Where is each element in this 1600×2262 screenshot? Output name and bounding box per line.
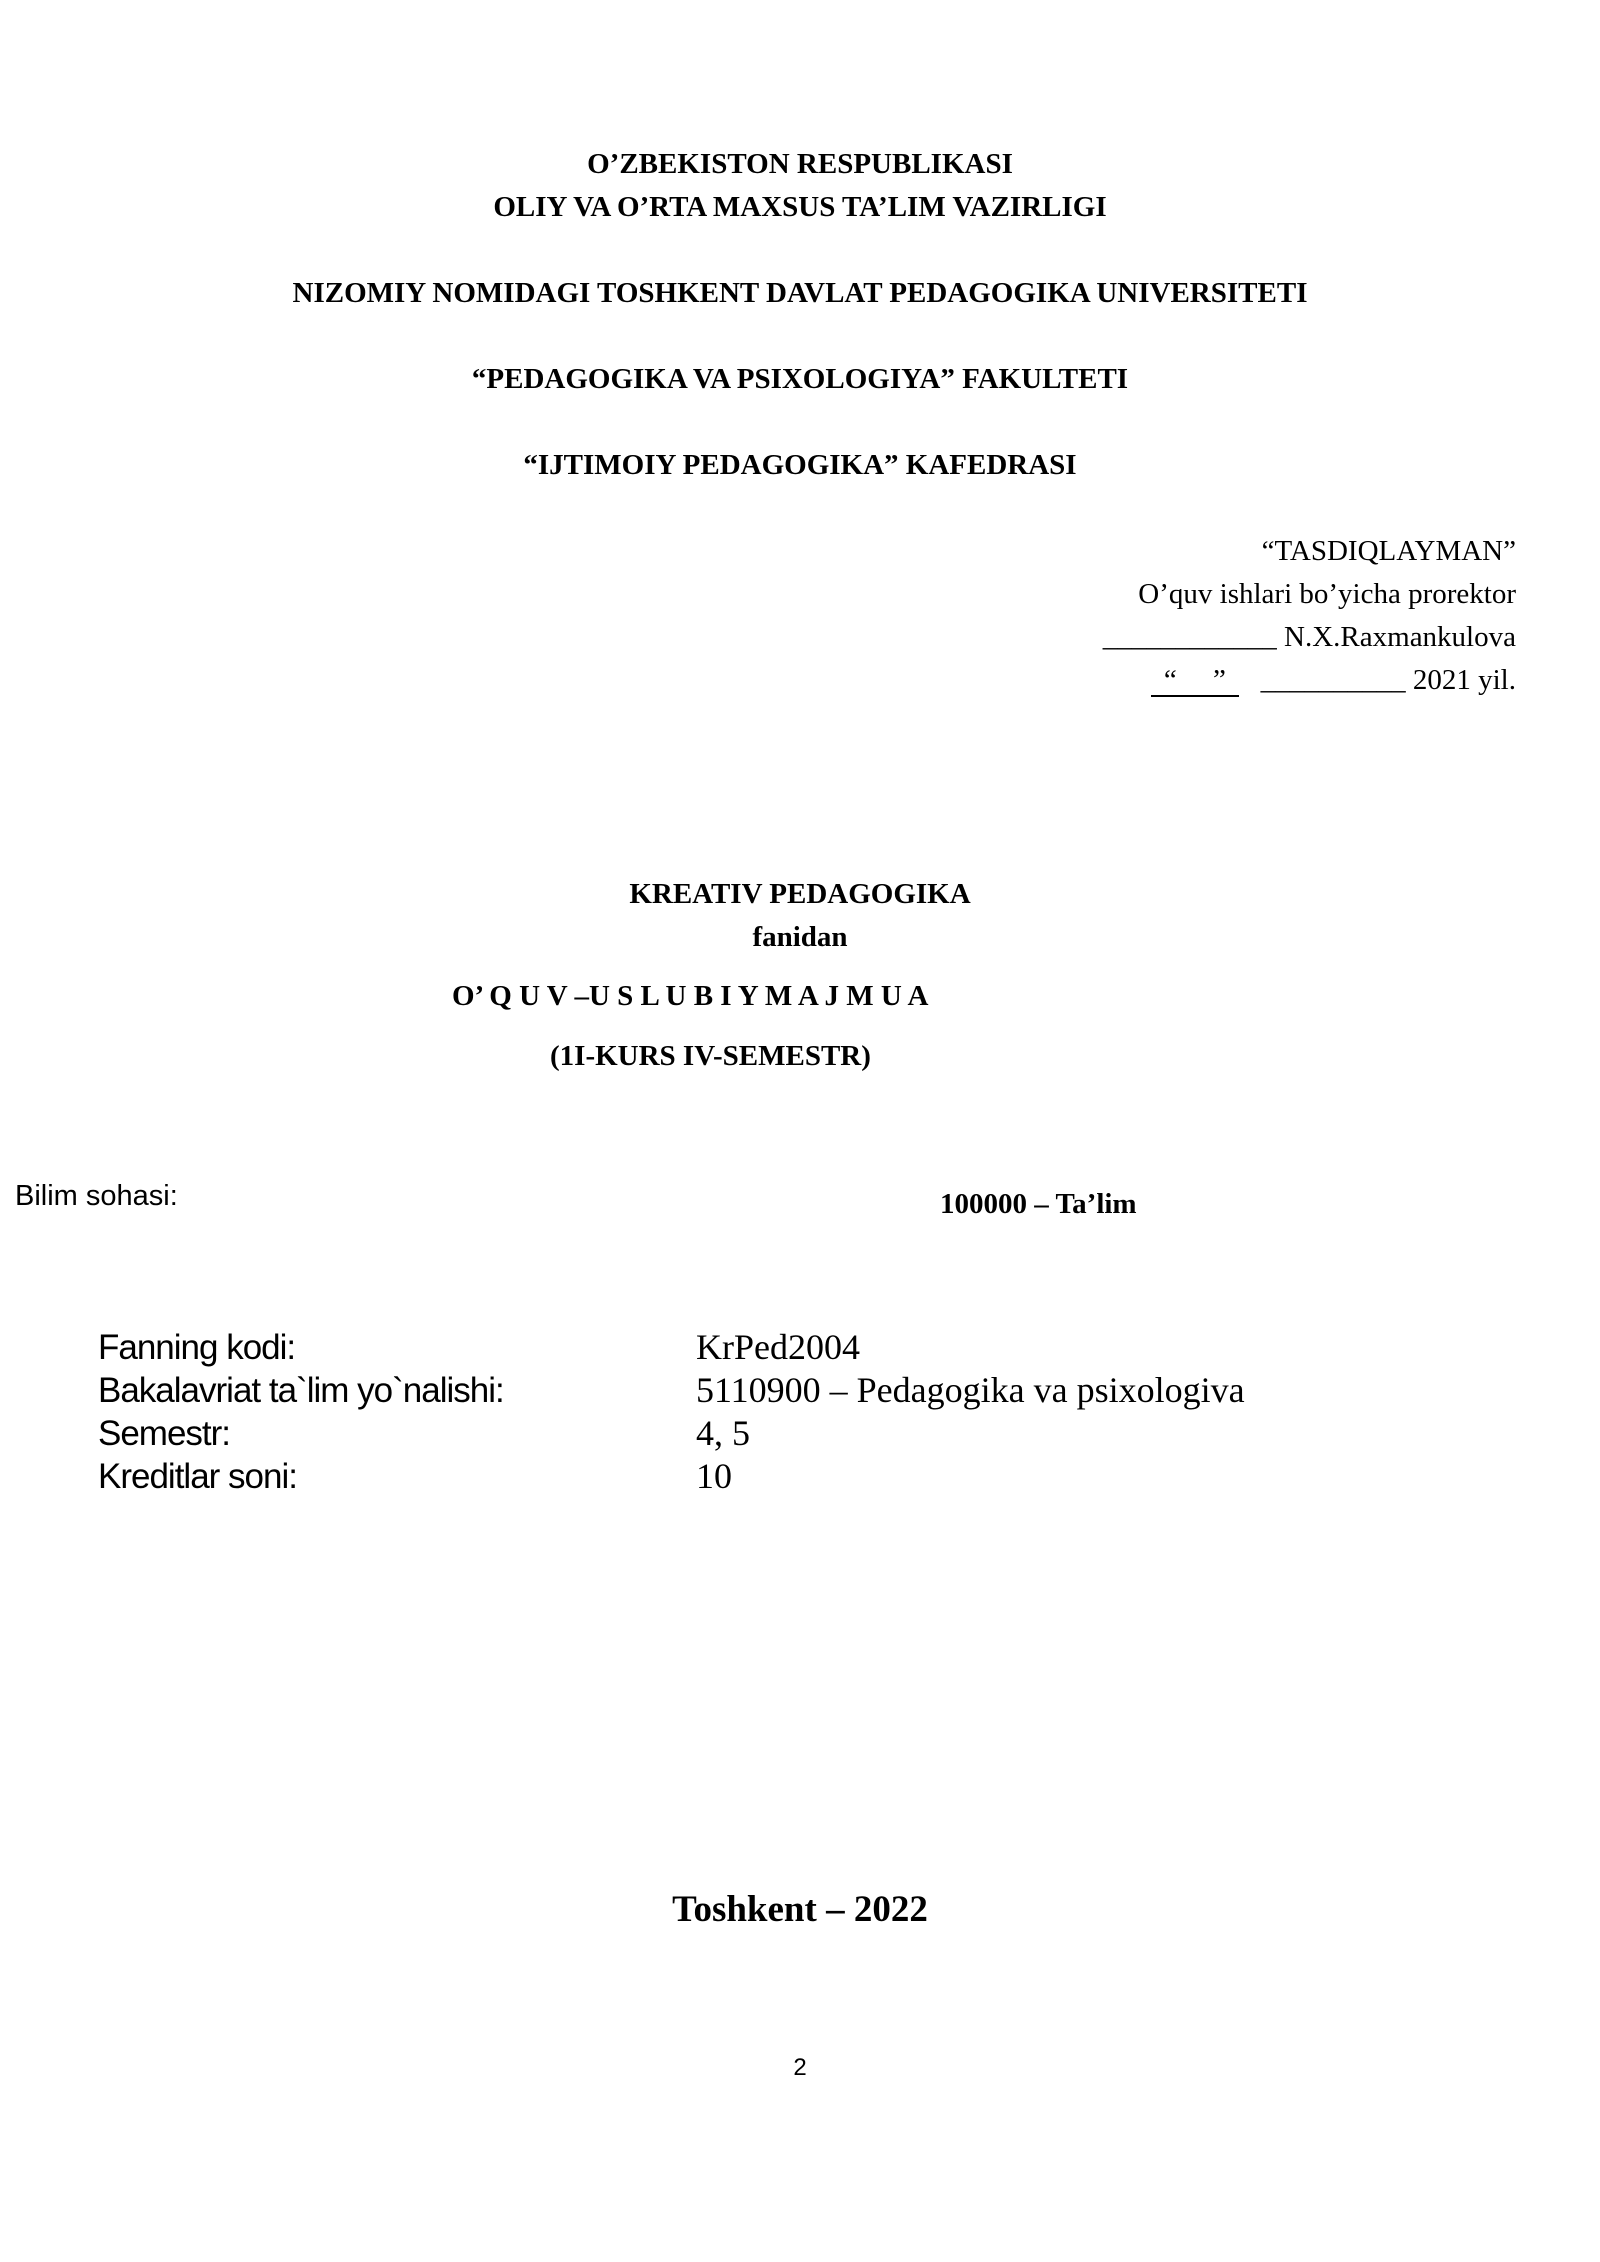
date-quotes: “ ” (1151, 665, 1239, 697)
info-row (98, 1412, 1245, 1455)
subject-suffix: fanidan (752, 921, 848, 953)
info-table (98, 1326, 1245, 1498)
approval-signature-line (816, 616, 1516, 659)
info-row (98, 1369, 1245, 1412)
approval-date-line (816, 659, 1516, 702)
field-value: 100000 – Ta’lim (940, 1188, 1137, 1220)
header-university: NIZOMIY NOMIDAGI TOSHKENT DAVLAT PEDAGOGIKA UNIVERSITETI (292, 277, 1308, 309)
approval-position: O’quv ishlari bo’yicha prorektor (1138, 578, 1516, 610)
info-key: Semestr: (98, 1414, 231, 1453)
info-key: Bakalavriat ta`lim yo`nalishi: (98, 1371, 504, 1410)
info-value: 10 (696, 1456, 732, 1496)
info-value: 5110900 – Pedagogika va psixologiva (696, 1370, 1245, 1410)
info-row (98, 1455, 1245, 1498)
approval-year: 2021 yil. (1412, 664, 1516, 696)
date-blank: __________ (1260, 664, 1406, 696)
header-department: “IJTIMOIY PEDAGOGIKA” KAFEDRASI (523, 449, 1077, 481)
place-year: Toshkent – 2022 (672, 1889, 928, 1930)
course-semester: (1I-KURS IV-SEMESTR) (550, 1040, 871, 1072)
document-type: O’ Q U V –U S L U B I Y M A J M U A (452, 980, 929, 1012)
header-country: O’ZBEKISTON RESPUBLIKASI (587, 148, 1013, 180)
signature-blank: ____________ (1102, 621, 1277, 653)
subject-name: KREATIV PEDAGOGIKA (629, 878, 971, 910)
info-key: Kreditlar soni: (98, 1457, 297, 1496)
header-ministry: OLIY VA O’RTA MAXSUS TA’LIM VAZIRLIGI (493, 191, 1107, 223)
field-label: Bilim sohasi: (15, 1180, 178, 1212)
approval-block (816, 530, 1516, 702)
approver-name: N.X.Raxmankulova (1284, 621, 1516, 653)
approval-title: “TASDIQLAYMAN” (1261, 535, 1516, 567)
header-faculty: “PEDAGOGIKA VA PSIXOLOGIYA” FAKULTETI (471, 363, 1129, 395)
info-row (98, 1326, 1245, 1369)
info-value: KrPed2004 (696, 1327, 860, 1367)
info-key: Fanning kodi: (98, 1328, 296, 1367)
info-value: 4, 5 (696, 1413, 750, 1453)
page-number: 2 (793, 2054, 807, 2081)
